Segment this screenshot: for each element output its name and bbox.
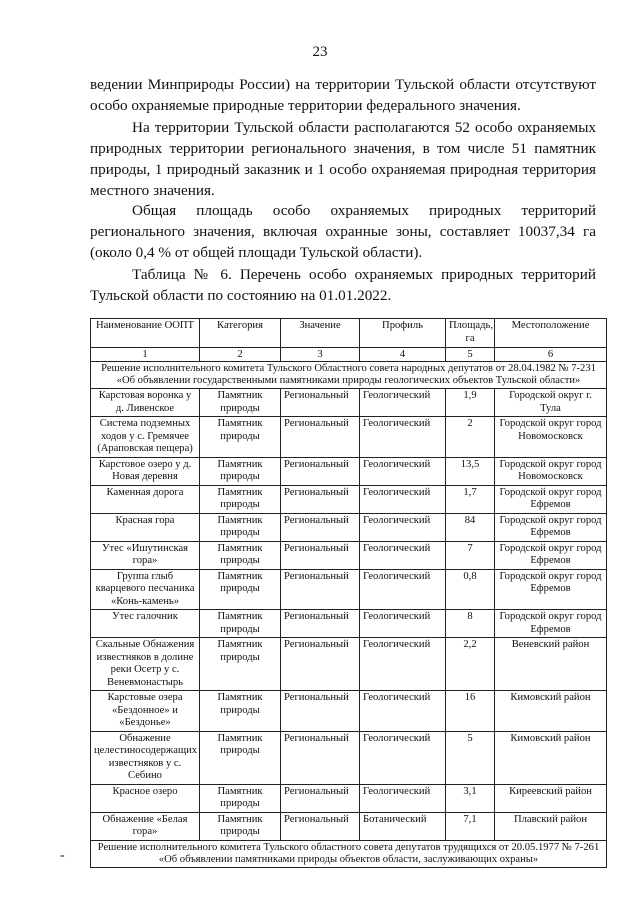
oopt-significance: Региональный: [281, 691, 360, 732]
oopt-profile: Геологический: [360, 417, 446, 458]
column-number: 2: [200, 348, 281, 362]
oopt-category: Памятник природы: [200, 457, 281, 485]
oopt-profile: Геологический: [360, 691, 446, 732]
table-row: [91, 389, 607, 417]
oopt-area: 7,1: [446, 812, 495, 840]
oopt-category: Памятник природы: [200, 784, 281, 812]
oopt-name: Утес галочник: [91, 610, 200, 638]
table-row: [91, 638, 607, 691]
section-decision-1982: Решение исполнительного комитета Тульского Областного совета народных депутатов от 28.04.1982 № 7-231 «Об объявлении государственными памятниками природы геологических объектов Тульской области»: [91, 362, 607, 389]
oopt-name: Карстовые озера «Бездонное» и «Бездонье»: [91, 691, 200, 732]
oopt-location: Киреевский район: [495, 784, 607, 812]
header-category: Категория: [200, 319, 281, 348]
oopt-location: Городской округ город Новомосковск: [495, 417, 607, 458]
oopt-significance: Региональный: [281, 513, 360, 541]
table-row: [91, 485, 607, 513]
oopt-area: 0,8: [446, 569, 495, 610]
oopt-area: 1,9: [446, 389, 495, 417]
oopt-significance: Региональный: [281, 638, 360, 691]
column-number: 1: [91, 348, 200, 362]
oopt-profile: Геологический: [360, 541, 446, 569]
table-row: [91, 812, 607, 840]
oopt-area: 5: [446, 731, 495, 784]
oopt-category: Памятник природы: [200, 513, 281, 541]
oopt-name: Система подземных ходов у с. Гремячее (Араповская пещера): [91, 417, 200, 458]
table-row: [91, 731, 607, 784]
oopt-significance: Региональный: [281, 731, 360, 784]
footer-mark: -: [60, 848, 65, 863]
oopt-location: Городской округ город Ефремов: [495, 513, 607, 541]
oopt-significance: Региональный: [281, 417, 360, 458]
oopt-area: 2,2: [446, 638, 495, 691]
section-decision-1977: Решение исполнительного комитета Тульского областного совета депутатов трудящихся от 20.05.1977 № 7-261 «Об объявлении памятниками природы объектов области, заслуживающих охраны»: [91, 840, 607, 867]
oopt-category: Памятник природы: [200, 812, 281, 840]
oopt-area: 13,5: [446, 457, 495, 485]
table-row: [91, 569, 607, 610]
oopt-name: Каменная дорога: [91, 485, 200, 513]
table-row: [91, 610, 607, 638]
oopt-area: 2: [446, 417, 495, 458]
table-row: [91, 457, 607, 485]
oopt-significance: Региональный: [281, 389, 360, 417]
paragraph-continuation: ведении Минприроды России) на территории Тульской области отсутствуют особо охраняемые природные территории федерального значения.: [90, 76, 596, 114]
oopt-category: Памятник природы: [200, 417, 281, 458]
table-row: [91, 417, 607, 458]
oopt-name: Группа глыб кварцевого песчаника «Конь-камень»: [91, 569, 200, 610]
oopt-area: 84: [446, 513, 495, 541]
column-number: 6: [495, 348, 607, 362]
oopt-location: Городской округ город Ефремов: [495, 569, 607, 610]
table-row: [91, 541, 607, 569]
oopt-area: 16: [446, 691, 495, 732]
oopt-profile: Геологический: [360, 784, 446, 812]
oopt-table: [90, 318, 607, 868]
header-name: Наименование ООПТ: [91, 319, 200, 348]
oopt-category: Памятник природы: [200, 691, 281, 732]
oopt-area: 8: [446, 610, 495, 638]
oopt-significance: Региональный: [281, 541, 360, 569]
table-row: [91, 784, 607, 812]
oopt-significance: Региональный: [281, 610, 360, 638]
oopt-profile: Геологический: [360, 638, 446, 691]
oopt-name: Обнажение целестиносодержащих известняков у с. Себино: [91, 731, 200, 784]
oopt-category: Памятник природы: [200, 610, 281, 638]
oopt-category: Памятник природы: [200, 389, 281, 417]
header-significance: Значение: [281, 319, 360, 348]
oopt-profile: Геологический: [360, 610, 446, 638]
header-area: Площадь, га: [446, 319, 495, 348]
oopt-profile: Геологический: [360, 457, 446, 485]
column-number: 3: [281, 348, 360, 362]
oopt-significance: Региональный: [281, 569, 360, 610]
oopt-location: Городской округ город Ефремов: [495, 485, 607, 513]
oopt-name: Красное озеро: [91, 784, 200, 812]
oopt-significance: Региональный: [281, 485, 360, 513]
table-header-row: [91, 319, 607, 348]
column-number: 4: [360, 348, 446, 362]
column-number-row: [91, 348, 607, 362]
oopt-significance: Региональный: [281, 812, 360, 840]
header-profile: Профиль: [360, 319, 446, 348]
oopt-significance: Региональный: [281, 457, 360, 485]
oopt-profile: Геологический: [360, 569, 446, 610]
header-location: Местоположение: [495, 319, 607, 348]
oopt-category: Памятник природы: [200, 541, 281, 569]
oopt-profile: Геологический: [360, 389, 446, 417]
oopt-name: Красная гора: [91, 513, 200, 541]
oopt-name: Карстовое озеро у д. Новая деревня: [91, 457, 200, 485]
oopt-profile: Геологический: [360, 485, 446, 513]
oopt-category: Памятник природы: [200, 638, 281, 691]
section-header-row: [91, 362, 607, 389]
oopt-area: 3,1: [446, 784, 495, 812]
oopt-location: Городской округ г. Тула: [495, 389, 607, 417]
section-header-row: [91, 840, 607, 867]
oopt-location: Кимовский район: [495, 691, 607, 732]
oopt-category: Памятник природы: [200, 569, 281, 610]
oopt-location: Плавский район: [495, 812, 607, 840]
oopt-location: Городской округ город Новомосковск: [495, 457, 607, 485]
oopt-name: Обнажение «Белая гора»: [91, 812, 200, 840]
paragraph-total-area: Общая площадь особо охраняемых природных территорий регионального значения, включая охранные зоны, составляет 10037,34 га (около 0,4 % от общей площади Тульской области).: [90, 202, 596, 261]
oopt-significance: Региональный: [281, 784, 360, 812]
paragraph-oopt-count: На территории Тульской области располагаются 52 особо охраняемых природных территории регионального значения, в том числе 51 памятник природы, 1 природный заказник и 1 особо охраняемая природная территория местного значения.: [90, 119, 596, 199]
oopt-area: 1,7: [446, 485, 495, 513]
oopt-name: Утес «Ишутинская гора»: [91, 541, 200, 569]
oopt-profile: Геологический: [360, 731, 446, 784]
column-number: 5: [446, 348, 495, 362]
oopt-location: Городской округ город Ефремов: [495, 541, 607, 569]
oopt-category: Памятник природы: [200, 485, 281, 513]
page-number: 23: [312, 44, 328, 60]
table-row: [91, 513, 607, 541]
oopt-profile: Ботанический: [360, 812, 446, 840]
table-caption: Таблица № 6. Перечень особо охраняемых природных территорий Тульской области по состоянию на 01.01.2022.: [90, 266, 596, 304]
oopt-location: Городской округ город Ефремов: [495, 610, 607, 638]
oopt-category: Памятник природы: [200, 731, 281, 784]
oopt-name: Карстовая воронка у д. Ливенское: [91, 389, 200, 417]
oopt-profile: Геологический: [360, 513, 446, 541]
oopt-area: 7: [446, 541, 495, 569]
oopt-name: Скальные Обнажения известняков в долине реки Осетр у с. Веневмонастырь: [91, 638, 200, 691]
table-row: [91, 691, 607, 732]
oopt-location: Веневский район: [495, 638, 607, 691]
oopt-location: Кимовский район: [495, 731, 607, 784]
